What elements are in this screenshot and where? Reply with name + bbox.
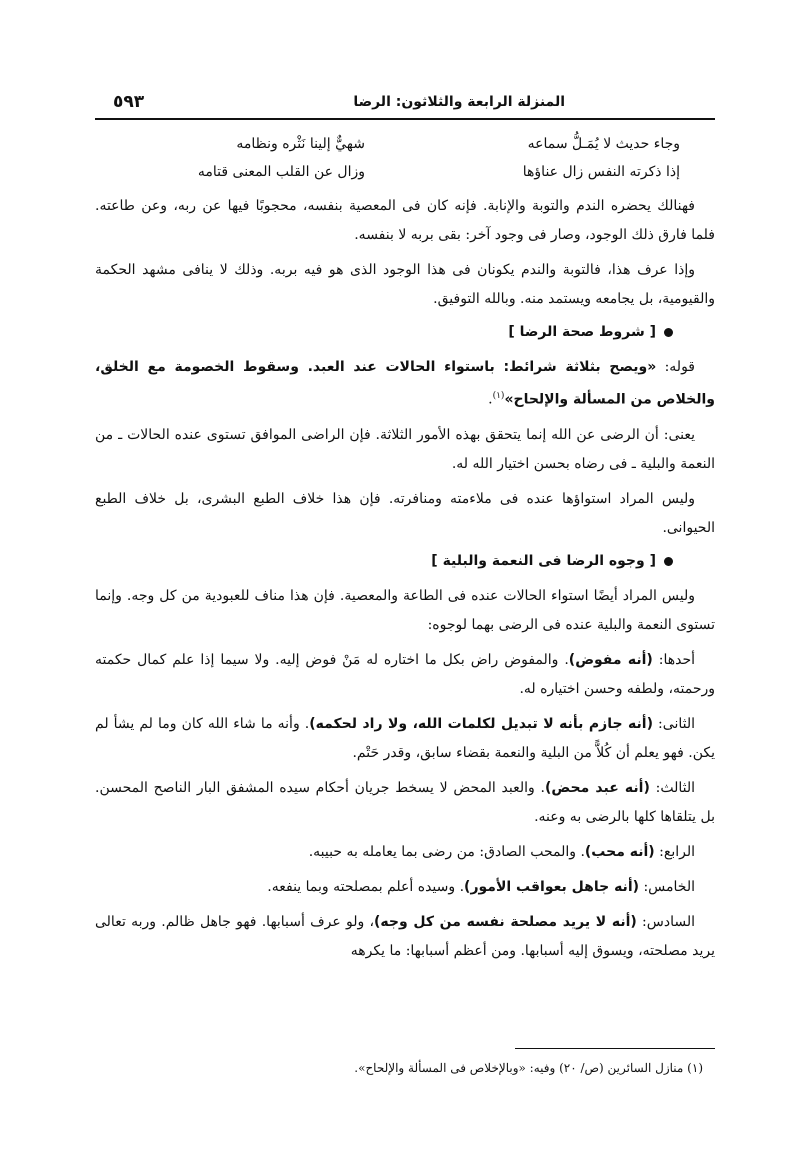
- paragraph: وليس المراد استواؤها عنده فى ملاءمته ومنافرته. فإن هذا خلاف الطبع البشرى، بل خلاف الطبع الحيوانى.: [95, 490, 715, 536]
- item-emphasis: (أنه لا يريد مصلحة نفسه من كل وجه): [374, 913, 637, 930]
- item-emphasis: (أنه مفوض): [568, 651, 653, 668]
- item-label: السادس:: [636, 913, 695, 930]
- verse-first-hemistich: إذا ذكرته النفس زال عناؤها: [522, 164, 680, 180]
- bullet-icon: [664, 328, 673, 337]
- item-label: أحدها:: [652, 651, 695, 668]
- item-text: . والمحب الصادق: من رضى بما يعامله به حبيبه.: [308, 843, 585, 860]
- paragraph: فهنالك يحضره الندم والتوبة والإنابة. فإنه كان فى المعصية بنفسه، محجوبًا فيها عن ربه، وعن طاعته. فلما فارق ذلك الوجود، وصار فى وجود آخر: بقى بربه لا بنفسه.: [95, 198, 715, 243]
- paragraph: [95, 873, 715, 902]
- section-heading: [95, 547, 715, 576]
- paragraph: [95, 838, 715, 867]
- chapter-title: المنزلة الرابعة والثلاثون: الرضا: [353, 94, 565, 110]
- footnote-reference: (١): [492, 391, 505, 401]
- section-heading-text: [ وجوه الرضا فى النعمة والبلية ]: [431, 552, 656, 569]
- paragraph: وإذا عرف هذا، فالتوبة والندم يكونان فى هذا الوجود الذى هو فيه بربه. وذلك لا ينافى مشهد الحكمة والقيومية، بل يجامعه ويستمد منه. وبالله التوفيق.: [95, 262, 715, 307]
- paragraph: [95, 908, 715, 966]
- item-emphasis: (أنه جازم بأنه لا تبديل لكلمات الله، ولا راد لحكمه): [309, 715, 653, 732]
- book-page: [95, 88, 715, 1088]
- verse-line: [95, 158, 715, 186]
- paragraph: وليس المراد أيضًا استواء الحالات عنده فى الطاعة والمعصية. فإن هذا مناف للعبودية من كل وجه. وإنما تستوى النعمة والبلية عنده فى الرضى بهما لوجوه:: [95, 587, 715, 633]
- item-label: الخامس:: [639, 878, 695, 895]
- verse-second-hemistich: وزال عن القلب المعنى قتامه: [197, 164, 365, 180]
- item-emphasis: (أنه جاهل بعواقب الأمور): [464, 878, 640, 895]
- verse-second-hemistich: شهيٌّ إلينا نَثْره ونظامه: [236, 136, 365, 152]
- paragraph-prefix: قوله:: [656, 359, 695, 375]
- footnote: (١) منازل السائرين (ص/ ٢٠) وفيه: «وبالإخلاص فى المسألة والإلحاح».: [354, 1061, 703, 1075]
- paragraph: [95, 353, 715, 415]
- paragraph: [95, 710, 715, 768]
- item-label: الثانى:: [653, 715, 695, 732]
- paragraph: [95, 646, 715, 704]
- section-heading-text: [ شروط صحة الرضا ]: [508, 324, 656, 340]
- item-emphasis: (أنه عبد محض): [544, 779, 650, 796]
- paragraph-suffix: .: [488, 391, 493, 408]
- item-text: . وأنه ما شاء الله كان وما لم يشأ لم يكن. فهو يعلم أن كُلاًّ من البلية والنعمة بقضاء سابق، وقدر حَتْم.: [95, 715, 715, 761]
- item-text: . والعبد المحض لا يسخط جريان أحكام سيده المشفق البار الناصح المحسن. بل يتلقاها كلها بالرضى به وعنه.: [95, 779, 715, 825]
- footnote-divider: [515, 1048, 715, 1049]
- verse-first-hemistich: وجاء حديث لا يُمَـلُّ سماعه: [527, 136, 680, 152]
- running-header: [95, 88, 715, 120]
- item-emphasis: (أنه محب): [584, 843, 655, 860]
- poetry-verses: [95, 130, 715, 186]
- paragraph: [95, 774, 715, 832]
- item-text: ، ولو عرف أسبابها. فهو جاهل ظالم. وربه تعالى يريد مصلحته، ويسوق إليه أسبابها. ومن أعظم أسبابها: ما يكرهه: [95, 913, 715, 959]
- paragraph: يعنى: أن الرضى عن الله إنما يتحقق بهذه الأمور الثلاثة. فإن الراضى الموافق تستوى عنده الحالات ـ من النعمة والبلية ـ فى رضاه بحسن اختيار الله له.: [95, 426, 715, 472]
- item-text: . وسيده أعلم بمصلحته وبما ينفعه.: [267, 878, 465, 895]
- quoted-text: «ويصح بثلاثة شرائط: باستواء الحالات عند العبد. وسقوط الخصومة مع الخلق، والخلاص من المسألة والإلحاح»: [95, 359, 715, 408]
- verse-line: [95, 130, 715, 158]
- page-number: ٥٩٣: [113, 92, 145, 112]
- item-text: . والمفوض راض بكل ما اختاره له مَنْ فوض إليه. ولا سيما إذا علم كمال حكمته ورحمته، ولطفه وحسن اختياره له.: [95, 651, 715, 697]
- item-label: الرابع:: [654, 843, 695, 860]
- item-label: الثالث:: [649, 779, 695, 796]
- bullet-icon: [664, 557, 673, 566]
- section-heading: [95, 318, 715, 347]
